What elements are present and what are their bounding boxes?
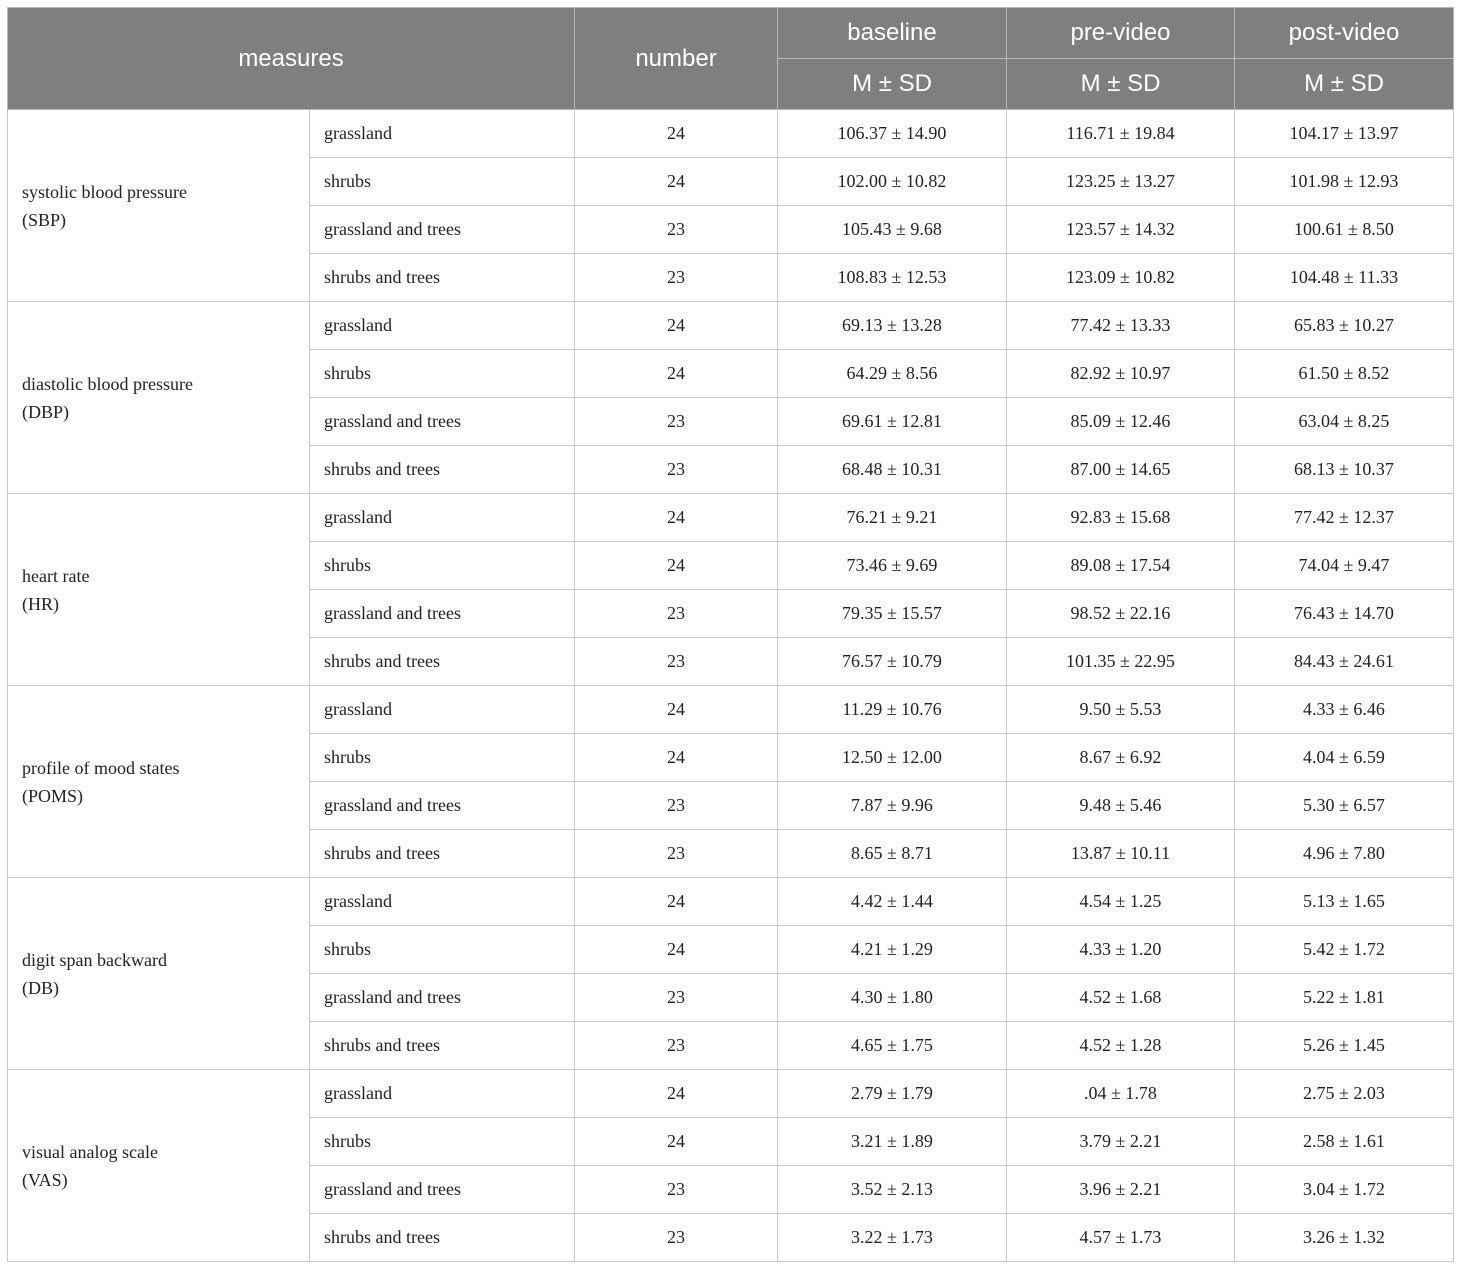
table-header — [8, 8, 1454, 110]
number-cell: 24 — [575, 1118, 778, 1166]
number-cell: 23 — [575, 1166, 778, 1214]
baseline-cell: 76.21 ± 9.21 — [778, 494, 1007, 542]
number-cell: 23 — [575, 446, 778, 494]
measure-name-cell — [8, 302, 310, 494]
number-cell: 24 — [575, 542, 778, 590]
baseline-cell: 79.35 ± 15.57 — [778, 590, 1007, 638]
baseline-cell: 3.52 ± 2.13 — [778, 1166, 1007, 1214]
baseline-cell: 3.22 ± 1.73 — [778, 1214, 1007, 1262]
measure-name-cell — [8, 878, 310, 1070]
table-row — [8, 494, 1454, 542]
number-cell: 23 — [575, 206, 778, 254]
condition-cell: grassland and trees — [310, 398, 575, 446]
post-video-cell: 2.75 ± 2.03 — [1235, 1070, 1454, 1118]
condition-cell: grassland — [310, 494, 575, 542]
post-video-cell: 5.42 ± 1.72 — [1235, 926, 1454, 974]
post-video-cell: 61.50 ± 8.52 — [1235, 350, 1454, 398]
condition-cell: grassland — [310, 110, 575, 158]
measure-abbreviation: (DBP) — [22, 401, 70, 422]
pre-video-cell: 4.33 ± 1.20 — [1007, 926, 1235, 974]
pre-video-cell: 4.52 ± 1.28 — [1007, 1022, 1235, 1070]
baseline-cell: 106.37 ± 14.90 — [778, 110, 1007, 158]
baseline-cell: 12.50 ± 12.00 — [778, 734, 1007, 782]
pre-video-cell: 8.67 ± 6.92 — [1007, 734, 1235, 782]
post-video-cell: 74.04 ± 9.47 — [1235, 542, 1454, 590]
pre-video-cell: 82.92 ± 10.97 — [1007, 350, 1235, 398]
post-video-cell: 4.33 ± 6.46 — [1235, 686, 1454, 734]
pre-video-cell: 4.54 ± 1.25 — [1007, 878, 1235, 926]
condition-cell: grassland and trees — [310, 206, 575, 254]
post-video-cell: 5.22 ± 1.81 — [1235, 974, 1454, 1022]
table-row — [8, 302, 1454, 350]
pre-video-cell: 123.25 ± 13.27 — [1007, 158, 1235, 206]
measure-name: heart rate — [22, 565, 90, 586]
post-video-cell: 65.83 ± 10.27 — [1235, 302, 1454, 350]
number-cell: 24 — [575, 158, 778, 206]
number-cell: 24 — [575, 494, 778, 542]
baseline-cell: 73.46 ± 9.69 — [778, 542, 1007, 590]
pre-video-cell: .04 ± 1.78 — [1007, 1070, 1235, 1118]
pre-video-cell: 85.09 ± 12.46 — [1007, 398, 1235, 446]
condition-cell: grassland — [310, 686, 575, 734]
pre-video-cell: 13.87 ± 10.11 — [1007, 830, 1235, 878]
baseline-cell: 69.61 ± 12.81 — [778, 398, 1007, 446]
pre-video-cell: 89.08 ± 17.54 — [1007, 542, 1235, 590]
table-row — [8, 686, 1454, 734]
baseline-cell: 68.48 ± 10.31 — [778, 446, 1007, 494]
condition-cell: shrubs and trees — [310, 1214, 575, 1262]
results-table — [7, 7, 1454, 1262]
condition-cell: shrubs — [310, 350, 575, 398]
condition-cell: grassland — [310, 878, 575, 926]
baseline-cell: 4.65 ± 1.75 — [778, 1022, 1007, 1070]
pre-video-cell: 98.52 ± 22.16 — [1007, 590, 1235, 638]
baseline-cell: 7.87 ± 9.96 — [778, 782, 1007, 830]
measure-name-cell — [8, 494, 310, 686]
header-post-video-stat: M ± SD — [1235, 59, 1454, 110]
post-video-cell: 63.04 ± 8.25 — [1235, 398, 1454, 446]
pre-video-cell: 92.83 ± 15.68 — [1007, 494, 1235, 542]
post-video-cell: 104.48 ± 11.33 — [1235, 254, 1454, 302]
number-cell: 23 — [575, 638, 778, 686]
condition-cell: grassland — [310, 302, 575, 350]
condition-cell: shrubs and trees — [310, 638, 575, 686]
condition-cell: grassland and trees — [310, 590, 575, 638]
condition-cell: shrubs and trees — [310, 446, 575, 494]
baseline-cell: 105.43 ± 9.68 — [778, 206, 1007, 254]
measure-name: digit span backward — [22, 949, 167, 970]
post-video-cell: 77.42 ± 12.37 — [1235, 494, 1454, 542]
number-cell: 24 — [575, 926, 778, 974]
condition-cell: shrubs — [310, 542, 575, 590]
table-row — [8, 1070, 1454, 1118]
pre-video-cell: 9.50 ± 5.53 — [1007, 686, 1235, 734]
number-cell: 23 — [575, 398, 778, 446]
measure-name-cell — [8, 686, 310, 878]
baseline-cell: 69.13 ± 13.28 — [778, 302, 1007, 350]
condition-cell: shrubs and trees — [310, 830, 575, 878]
post-video-cell: 100.61 ± 8.50 — [1235, 206, 1454, 254]
number-cell: 24 — [575, 1070, 778, 1118]
baseline-cell: 11.29 ± 10.76 — [778, 686, 1007, 734]
table-body — [8, 110, 1454, 1262]
number-cell: 24 — [575, 686, 778, 734]
measure-name-cell — [8, 1070, 310, 1262]
post-video-cell: 2.58 ± 1.61 — [1235, 1118, 1454, 1166]
post-video-cell: 5.30 ± 6.57 — [1235, 782, 1454, 830]
condition-cell: grassland and trees — [310, 974, 575, 1022]
number-cell: 23 — [575, 590, 778, 638]
results-table-container — [7, 7, 1453, 1262]
pre-video-cell: 77.42 ± 13.33 — [1007, 302, 1235, 350]
condition-cell: shrubs — [310, 926, 575, 974]
condition-cell: shrubs — [310, 158, 575, 206]
table-row — [8, 878, 1454, 926]
measure-abbreviation: (DB) — [22, 977, 59, 998]
header-pre-video-stat: M ± SD — [1007, 59, 1235, 110]
number-cell: 23 — [575, 254, 778, 302]
pre-video-cell: 123.09 ± 10.82 — [1007, 254, 1235, 302]
condition-cell: shrubs — [310, 734, 575, 782]
condition-cell: grassland and trees — [310, 1166, 575, 1214]
header-number: number — [575, 8, 778, 110]
post-video-cell: 3.26 ± 1.32 — [1235, 1214, 1454, 1262]
measure-name: profile of mood states — [22, 757, 180, 778]
post-video-cell: 104.17 ± 13.97 — [1235, 110, 1454, 158]
baseline-cell: 4.21 ± 1.29 — [778, 926, 1007, 974]
post-video-cell: 76.43 ± 14.70 — [1235, 590, 1454, 638]
condition-cell: shrubs and trees — [310, 254, 575, 302]
baseline-cell: 76.57 ± 10.79 — [778, 638, 1007, 686]
number-cell: 23 — [575, 1022, 778, 1070]
header-post-video: post-video — [1235, 8, 1454, 59]
number-cell: 23 — [575, 974, 778, 1022]
measure-name: visual analog scale — [22, 1141, 158, 1162]
number-cell: 23 — [575, 782, 778, 830]
pre-video-cell: 4.52 ± 1.68 — [1007, 974, 1235, 1022]
baseline-cell: 4.42 ± 1.44 — [778, 878, 1007, 926]
pre-video-cell: 123.57 ± 14.32 — [1007, 206, 1235, 254]
post-video-cell: 68.13 ± 10.37 — [1235, 446, 1454, 494]
number-cell: 24 — [575, 734, 778, 782]
condition-cell: shrubs — [310, 1118, 575, 1166]
header-pre-video: pre-video — [1007, 8, 1235, 59]
header-baseline-stat: M ± SD — [778, 59, 1007, 110]
measure-name-cell — [8, 110, 310, 302]
condition-cell: shrubs and trees — [310, 1022, 575, 1070]
measure-abbreviation: (HR) — [22, 593, 59, 614]
measure-name: systolic blood pressure — [22, 181, 187, 202]
baseline-cell: 64.29 ± 8.56 — [778, 350, 1007, 398]
number-cell: 24 — [575, 302, 778, 350]
pre-video-cell: 3.79 ± 2.21 — [1007, 1118, 1235, 1166]
pre-video-cell: 3.96 ± 2.21 — [1007, 1166, 1235, 1214]
measure-abbreviation: (SBP) — [22, 209, 67, 230]
condition-cell: grassland — [310, 1070, 575, 1118]
baseline-cell: 4.30 ± 1.80 — [778, 974, 1007, 1022]
number-cell: 23 — [575, 1214, 778, 1262]
pre-video-cell: 101.35 ± 22.95 — [1007, 638, 1235, 686]
baseline-cell: 3.21 ± 1.89 — [778, 1118, 1007, 1166]
baseline-cell: 102.00 ± 10.82 — [778, 158, 1007, 206]
number-cell: 24 — [575, 350, 778, 398]
measure-abbreviation: (VAS) — [22, 1169, 68, 1190]
number-cell: 24 — [575, 878, 778, 926]
baseline-cell: 108.83 ± 12.53 — [778, 254, 1007, 302]
header-measures: measures — [8, 8, 575, 110]
post-video-cell: 4.96 ± 7.80 — [1235, 830, 1454, 878]
table-row — [8, 110, 1454, 158]
condition-cell: grassland and trees — [310, 782, 575, 830]
baseline-cell: 2.79 ± 1.79 — [778, 1070, 1007, 1118]
measure-abbreviation: (POMS) — [22, 785, 84, 806]
pre-video-cell: 9.48 ± 5.46 — [1007, 782, 1235, 830]
number-cell: 23 — [575, 830, 778, 878]
pre-video-cell: 116.71 ± 19.84 — [1007, 110, 1235, 158]
pre-video-cell: 4.57 ± 1.73 — [1007, 1214, 1235, 1262]
post-video-cell: 101.98 ± 12.93 — [1235, 158, 1454, 206]
number-cell: 24 — [575, 110, 778, 158]
baseline-cell: 8.65 ± 8.71 — [778, 830, 1007, 878]
post-video-cell: 5.13 ± 1.65 — [1235, 878, 1454, 926]
pre-video-cell: 87.00 ± 14.65 — [1007, 446, 1235, 494]
measure-name: diastolic blood pressure — [22, 373, 193, 394]
post-video-cell: 84.43 ± 24.61 — [1235, 638, 1454, 686]
post-video-cell: 5.26 ± 1.45 — [1235, 1022, 1454, 1070]
header-baseline: baseline — [778, 8, 1007, 59]
post-video-cell: 4.04 ± 6.59 — [1235, 734, 1454, 782]
post-video-cell: 3.04 ± 1.72 — [1235, 1166, 1454, 1214]
